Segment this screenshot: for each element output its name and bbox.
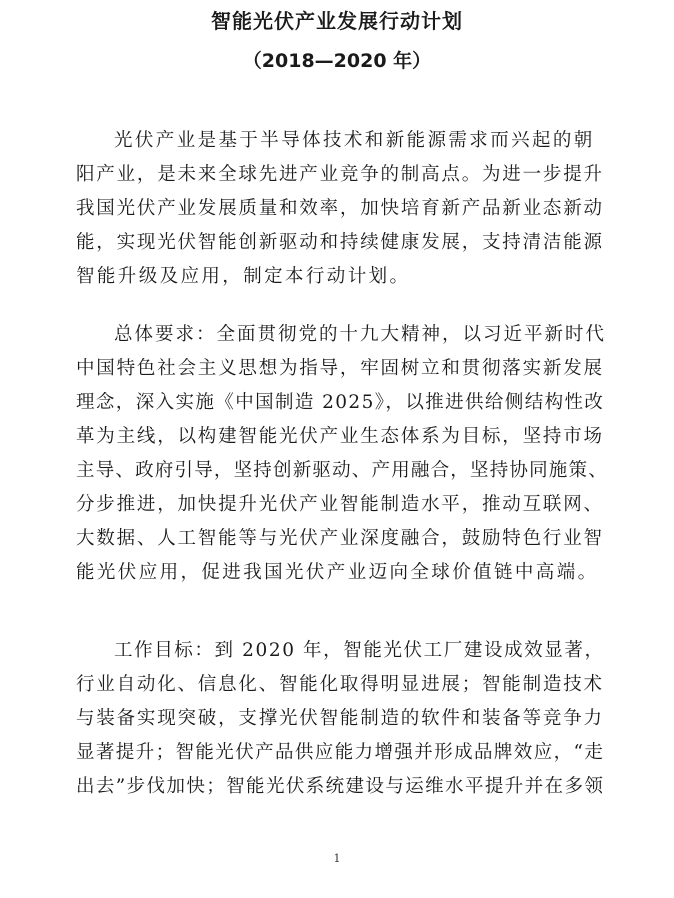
paragraph-work-goals: [76, 634, 608, 804]
paragraph-line: 行业自动化、信息化、智能化取得明显进展；智能制造技术: [76, 674, 604, 695]
paragraph-line: 能，实现光伏智能创新驱动和持续健康发展，支持清洁能源: [76, 232, 604, 253]
paragraph-line: 大数据、人工智能等与光伏产业深度融合，鼓励特色行业智: [76, 528, 604, 549]
paragraph-line: 工作目标：到 2020 年，智能光伏工厂建设成效显著，: [114, 640, 605, 661]
paragraph-general-requirements: [76, 318, 608, 590]
paragraph-line: 分步推进，加快提升光伏产业智能制造水平，推动互联网、: [76, 494, 604, 515]
paragraph-line: 中国特色社会主义思想为指导，牢固树立和贯彻落实新发展: [76, 358, 604, 379]
paragraph-line: 理念，深入实施《中国制造 2025》，以推进供给侧结构性改: [76, 392, 605, 413]
paragraph-line: 出去”步伐加快；智能光伏系统建设与运维水平提升并在多领: [76, 776, 605, 797]
paragraph-line: 智能升级及应用，制定本行动计划。: [76, 266, 411, 287]
document-title: 智能光伏产业发展行动计划: [211, 9, 463, 33]
paragraph-line: 总体要求：全面贯彻党的十九大精神，以习近平新时代: [114, 324, 607, 345]
paragraph-line: 显著提升；智能光伏产品供应能力增强并形成品牌效应，“走: [76, 742, 605, 763]
document-subtitle: （2018—2020 年）: [242, 50, 432, 72]
paragraph-line: 革为主线，以构建智能光伏产业生态体系为目标，坚持市场: [76, 426, 604, 447]
page-number: 1: [333, 852, 341, 865]
paragraph-line: 能光伏应用，促进我国光伏产业迈向全球价值链中高端。: [76, 562, 599, 583]
paragraph-line: 阳产业，是未来全球先进产业竞争的制高点。为进一步提升: [76, 164, 604, 185]
paragraph-line: 主导、政府引导，坚持创新驱动、产用融合，坚持协同施策、: [76, 460, 608, 481]
paragraph-line: 我国光伏产业发展质量和效率，加快培育新产品新业态新动: [76, 198, 604, 219]
paragraph-intro: [76, 124, 608, 294]
paragraph-line: 光伏产业是基于半导体技术和新能源需求而兴起的朝: [114, 130, 595, 151]
paragraph-line: 与装备实现突破，支撑光伏智能制造的软件和装备等竞争力: [76, 708, 604, 729]
